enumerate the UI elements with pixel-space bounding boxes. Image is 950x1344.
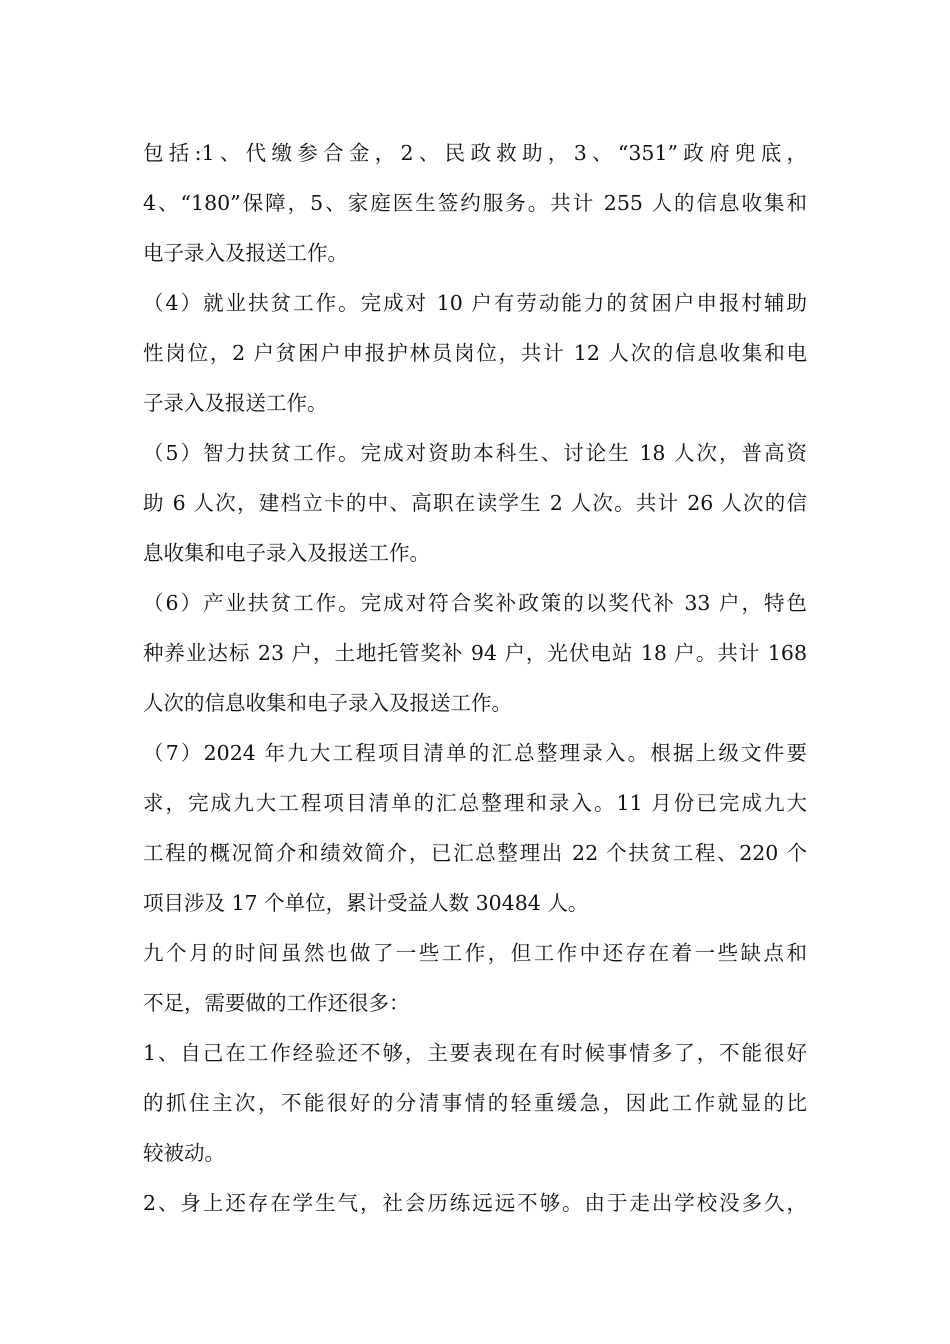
text-line: 较被动。 [143,1141,225,1165]
text-line: 2、身上还存在学生气，社会历练远远不够。由于走出学校没多久， [143,1191,807,1215]
text-line: （7）2024 年九大工程项目清单的汇总整理录入。根据上级文件要 [143,741,807,765]
text-line: 子录入及报送工作。 [143,391,328,415]
text-line: 不足，需要做的工作还很多： [143,991,410,1015]
text-line: 项目涉及 17 个单位，累计受益人数 30484 人。 [143,891,589,915]
document-body [143,128,807,1228]
text-line: 助 6 人次，建档立卡的中、高职在读学生 2 人次。共计 26 人次的信 [143,491,807,515]
text-line: 的抓住主次，不能很好的分清事情的轻重缓急，因此工作就显的比 [143,1091,807,1115]
text-line: 人次的信息收集和电子录入及报送工作。 [143,691,512,715]
text-line: 求，完成九大工程项目清单的汇总整理和录入。11 月份已完成九大 [143,791,807,815]
text-line: 包括:1、代缴参合金，2、民政救助，3、“351”政府兜底， [143,141,807,165]
text-line: （4）就业扶贫工作。完成对 10 户有劳动能力的贫困户申报村辅助 [143,291,807,315]
text-line: （6）产业扶贫工作。完成对符合奖补政策的以奖代补 33 户，特色 [143,591,807,615]
text-line: 工程的概况简介和绩效简介，已汇总整理出 22 个扶贫工程、220 个 [143,841,807,865]
text-line: 息收集和电子录入及报送工作。 [143,541,430,565]
text-line: 九个月的时间虽然也做了一些工作，但工作中还存在着一些缺点和 [143,941,807,965]
text-line: 1、自己在工作经验还不够，主要表现在有时候事情多了，不能很好 [143,1041,807,1065]
text-line: 4、“180”保障，5、家庭医生签约服务。共计 255 人的信息收集和 [143,191,807,215]
text-line: 电子录入及报送工作。 [143,241,348,265]
text-line: 种养业达标 23 户，土地托管奖补 94 户，光伏电站 18 户。共计 168 [143,641,807,665]
text-line: （5）智力扶贫工作。完成对资助本科生、讨论生 18 人次，普高资 [143,441,807,465]
text-line: 性岗位，2 户贫困户申报护林员岗位，共计 12 人次的信息收集和电 [143,341,807,365]
